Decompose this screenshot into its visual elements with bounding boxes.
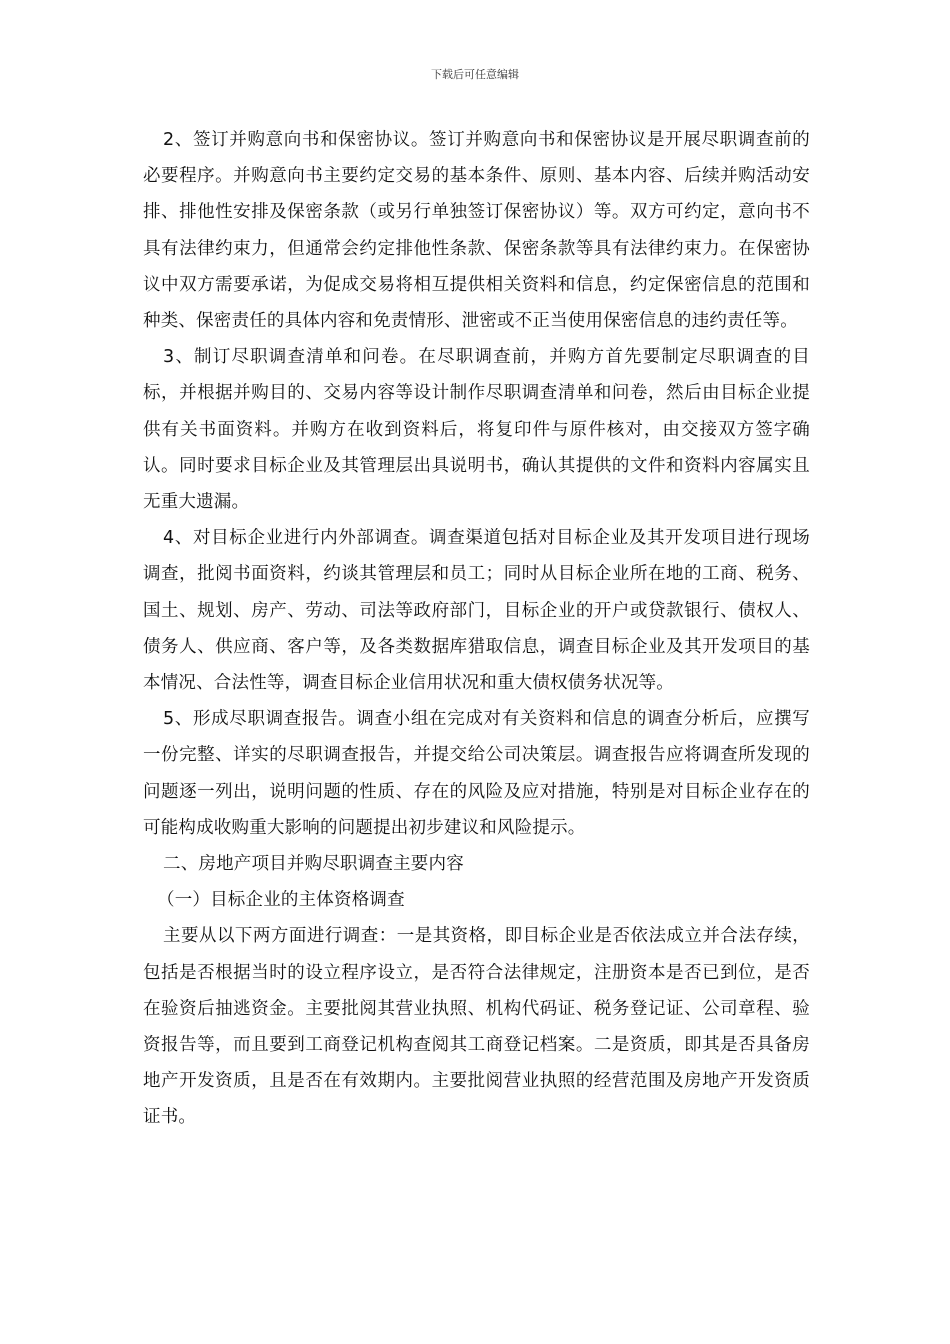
paragraph-item-4-investigation: 4、对目标企业进行内外部调查。调查渠道包括对目标企业及其开发项目进行现场调查，批阅书面资料，约谈其管理层和员工；同时从目标企业所在地的工商、税务、国土、规划、房产、劳动、司法等政府部门，目标企业的开户或贷款银行、债权人、债务人、供应商、客户等，及各类数据库猎取信息，调查目标企业及其开发项目的基本情况、合法性等，调查目标企业信用状况和重大债权债务状况等。 <box>143 528 810 694</box>
paragraph-item-2-signing: 2、签订并购意向书和保密协议。签订并购意向书和保密协议是开展尽职调查前的必要程序。并购意向书主要约定交易的基本条件、原则、基本内容、后续并购活动安排、排他性安排及保密条款（或另行单独签订保密协议）等。双方可约定，意向书不具有法律约束力，但通常会约定排他性条款、保密条款等具有法律约束力。在保密协议中双方需要承诺，为促成交易将相互提供相关资料和信息，约定保密信息的范围和种类、保密责任的具体内容和免责情形、泄密或不正当使用保密信息的违约责任等。 <box>143 130 810 332</box>
paragraph-item-5-report: 5、形成尽职调查报告。调查小组在完成对有关资料和信息的调查分析后，应撰写一份完整、详实的尽职调查报告，并提交给公司决策层。调查报告应将调查所发现的问题逐一列出，说明问题的性质、存在的风险及应对措施，特别是对目标企业存在的可能构成收购重大影响的问题提出初步建议和风险提示。 <box>143 709 810 838</box>
section-heading: 二、房地产项目并购尽职调查主要内容 <box>163 854 464 875</box>
paragraph-item-3-checklist: 3、制订尽职调查清单和问卷。在尽职调查前，并购方首先要制定尽职调查的目标，并根据并购目的、交易内容等设计制作尽职调查清单和问卷，然后由目标企业提供有关书面资料。并购方在收到资料后，将复印件与原件核对，由交接双方签字确认。同时要求目标企业及其管理层出具说明书，确认其提供的文件和资料内容属实且无重大遗漏。 <box>143 347 810 513</box>
page-header: 下载后可任意编辑 <box>431 68 519 81</box>
paragraph-subject-qualification: 主要从以下两方面进行调查：一是其资格，即目标企业是否依法成立并合法存续，包括是否根据当时的设立程序设立，是否符合法律规定，注册资本是否已到位，是否在验资后抽逃资金。主要批阅其营业执照、机构代码证、税务登记证、公司章程、验资报告等，而且要到工商登记机构查阅其工商登记档案。二是资质，即其是否具备房地产开发资质，且是否在有效期内。主要批阅营业执照的经营范围及房地产开发资质证书。 <box>143 926 810 1128</box>
document-body <box>143 122 810 1136</box>
subsection-heading: （一）目标企业的主体资格调查 <box>157 890 405 911</box>
